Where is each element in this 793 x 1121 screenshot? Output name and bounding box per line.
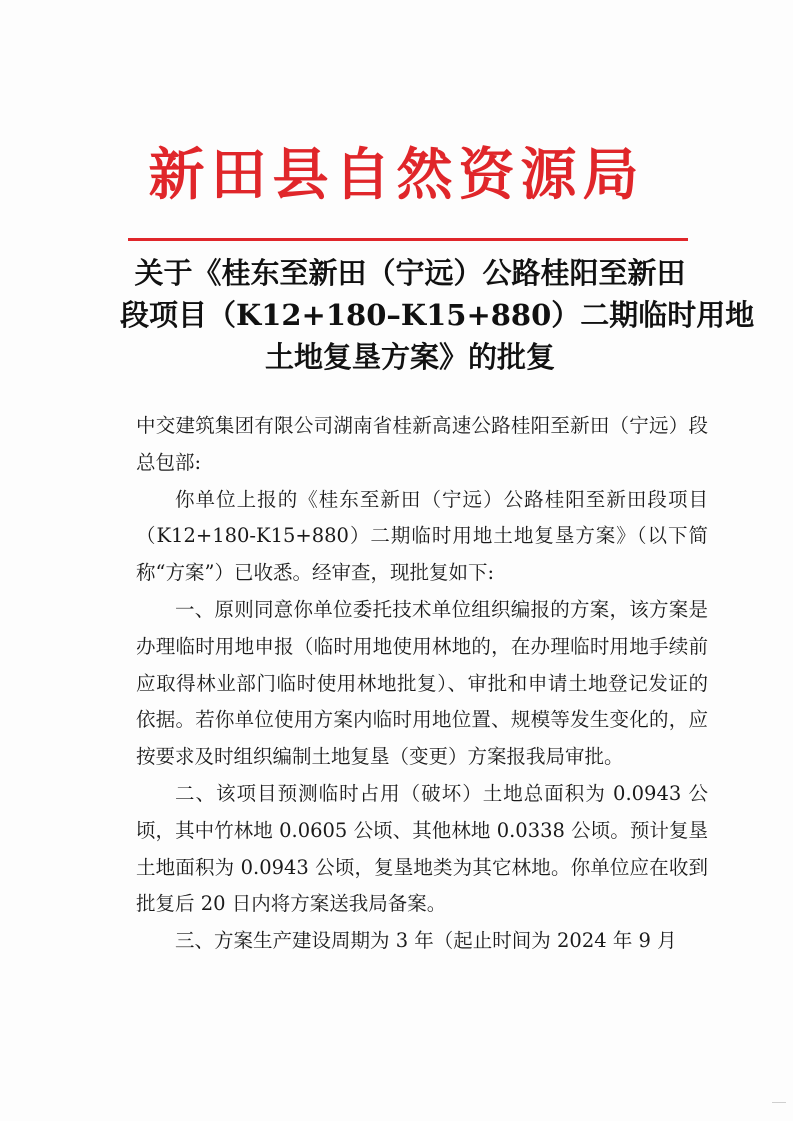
issuing-authority-header: 新田县自然资源局 (148, 142, 645, 208)
document-body (136, 408, 708, 960)
body-paragraph-intro: 你单位上报的《桂东至新田（宁远）公路桂阳至新田段项目（K12+180-K15+880）二期临时用地土地复垦方案》（以下简称“方案”）已收悉。经审查，现批复如下: (136, 487, 708, 585)
recipient-salutation: 中交建筑集团有限公司湖南省桂新高速公路桂阳至新田（宁远）段总包部: (136, 414, 708, 474)
body-paragraph-item-3: 三、方案生产建设周期为 3 年（起止时间为 2024 年 9 月 (175, 929, 677, 953)
title-line-3: 土地复垦方案》的批复 (264, 340, 555, 374)
body-paragraph-item-1: 一、原则同意你单位委托技术单位组织编报的方案，该方案是办理临时用地申报（临时用地使用林地的，在办理临时用地手续前应取得林业部门临时使用林地批复）、审批和申请土地登记发证的依据。若你单位使用方案内临时用地位置、规模等发生变化的，应按要求及时组织编制土地复垦（变更）方案报我局审批。 (136, 597, 708, 769)
title-line-1: 关于《桂东至新田（宁远）公路桂阳至新田 (134, 256, 686, 290)
red-divider-line (128, 238, 688, 241)
scan-edge-mark (772, 1102, 786, 1103)
title-line-2: 段项目（K12+180–K15+880）二期临时用地 (120, 298, 755, 332)
document-title (120, 252, 755, 378)
body-paragraph-item-2: 二、该项目预测临时占用（破坏）土地总面积为 0.0943 公顷，其中竹林地 0.0605 公顷、其他林地 0.0338 公顷。预计复垦土地面积为 0.0943 公顷，复垦地类为其它林地。你单位应在收到批复后 20 日内将方案送我局备案。 (136, 781, 708, 916)
